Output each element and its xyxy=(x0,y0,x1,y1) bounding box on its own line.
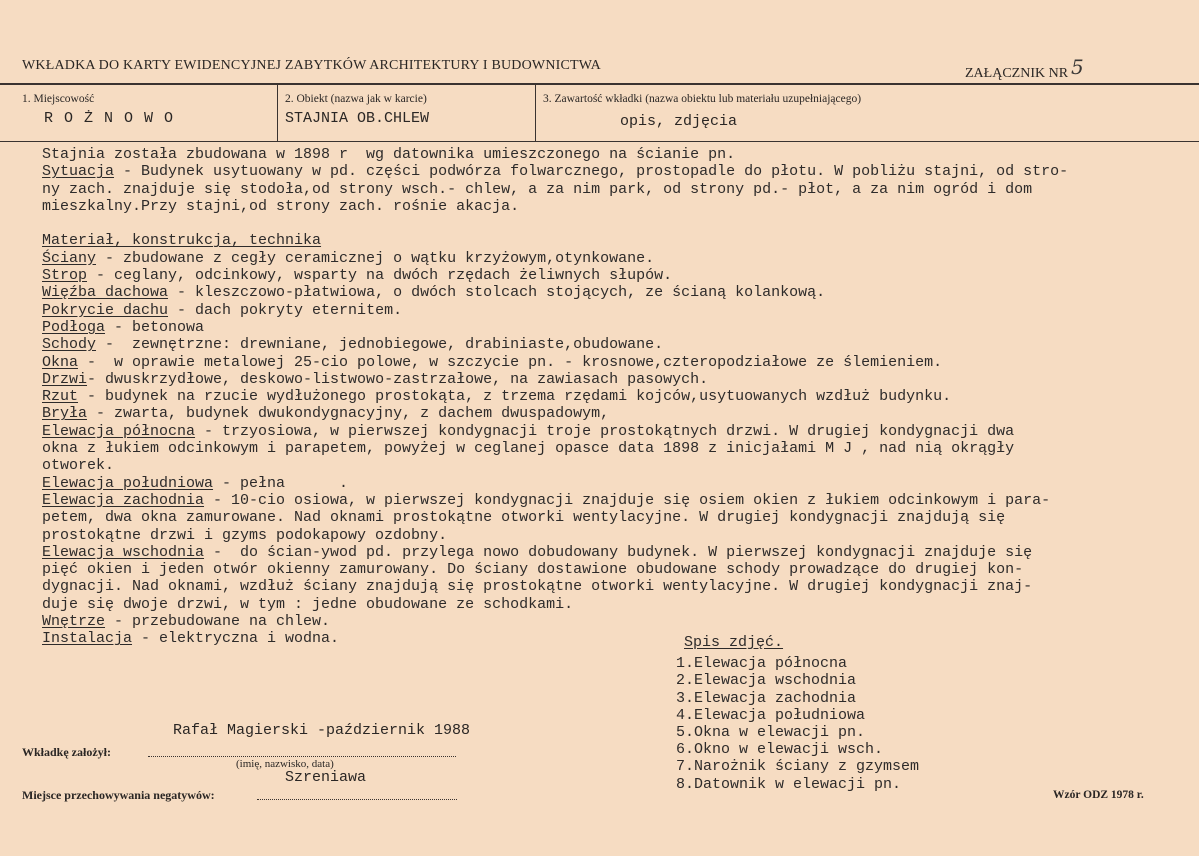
locality-value: R O Ż N O W O xyxy=(44,110,175,127)
section-heading: Bryła xyxy=(42,405,88,423)
body-line xyxy=(42,492,1068,509)
section-heading: Elewacja zachodnia xyxy=(42,491,205,509)
photo-list-title: Spis zdjęć. xyxy=(684,634,784,651)
negatives-value: Szreniawa xyxy=(285,769,367,786)
section-heading: Rzut xyxy=(42,388,79,406)
body-line xyxy=(42,336,1068,353)
body-text: petem, dwa okna zamurowane. Nad oknami prostokątne otworki wentylacyjne. W drugiej kondygnacji znajdują się xyxy=(42,509,1006,527)
body-line xyxy=(42,423,1068,440)
body-text: otworek. xyxy=(42,457,115,475)
body-text: dygnacji. Nad oknami, wzdłuż ściany znajdują się prostokątne otworki wentylacyjne. W drugiej kondygnacji znaj- xyxy=(42,578,1033,596)
body-line xyxy=(42,215,1068,232)
negatives-label: Miejsce przechowywania negatywów: xyxy=(22,788,215,802)
body-line xyxy=(42,284,1068,301)
body-line xyxy=(42,163,1068,180)
body-line xyxy=(42,250,1068,267)
section-heading: Wnętrze xyxy=(42,613,106,631)
description-body xyxy=(42,146,1068,648)
body-text: - w oprawie metalowej 25-cio polowe, w szczycie pn. - krosnowe,czteropodziałowe ze ślemieniem. xyxy=(78,353,943,371)
body-line xyxy=(42,354,1068,371)
photo-list xyxy=(676,634,919,793)
section-heading: Elewacja południowa xyxy=(42,474,214,492)
body-text: okna z łukiem odcinkowym i parapetem, powyżej w ceglanej opasce data 1898 z inicjałami M J , nad nią okrągły xyxy=(42,440,1015,458)
body-text: - do ścian-ywod pd. przylega nowo dobudowany budynek. W pierwszej kondygnacji znajduje się xyxy=(204,543,1033,561)
body-line xyxy=(42,509,1068,526)
body-text: - zewnętrzne: drewniane, jednobiegowe, drabiniaste,obudowane. xyxy=(96,336,664,354)
body-line xyxy=(42,527,1068,544)
body-text: Stajnia została zbudowana w 1898 r wg datownika umieszczonego na ścianie pn. xyxy=(42,146,736,163)
object-label: 2. Obiekt (nazwa jak w karcie) xyxy=(285,93,427,105)
body-line xyxy=(42,405,1068,422)
section-heading: Drzwi xyxy=(42,370,88,388)
negatives-dotted-line xyxy=(257,787,457,805)
author-value: Rafał Magierski -październik 1988 xyxy=(173,722,471,739)
section-heading: Okna xyxy=(42,353,79,371)
photo-list-item: 1.Elewacja północna xyxy=(676,655,848,673)
section-heading: Ściany xyxy=(42,249,97,267)
body-text: prostokątne drzwi i gzyms podokapowy ozdobny. xyxy=(42,526,448,544)
section-heading: Podłoga xyxy=(42,318,106,336)
body-text: - kleszczowo-płatwiowa, o dwóch stolcach stojących, ze ścianą kolankową. xyxy=(168,284,826,302)
header-rule-top xyxy=(0,83,1199,85)
body-line xyxy=(42,578,1068,595)
locality-label: 1. Miejscowość xyxy=(22,93,95,105)
photo-list-item: 7.Narożnik ściany z gzymsem xyxy=(676,758,920,776)
section-heading: Instalacja xyxy=(42,630,133,648)
body-line xyxy=(42,371,1068,388)
body-line xyxy=(42,475,1068,492)
body-text: - zwarta, budynek dwukondygnacyjny, z dachem dwuspadowym, xyxy=(87,405,610,423)
body-text: - betonowa xyxy=(105,318,205,336)
section-heading: Pokrycie dachu xyxy=(42,301,169,319)
object-value: STAJNIA OB.CHLEW xyxy=(285,110,430,127)
body-text: pięć okien i jeden otwór okienny zamurowany. Do ściany dostawione obudowane schody prowadzące do drugiej kon- xyxy=(42,561,1024,579)
content-label: 3. Zawartość wkładki (nazwa obiektu lub materiału uzupełniającego) xyxy=(543,93,862,105)
body-text: - elektryczna i wodna. xyxy=(132,630,340,648)
body-line xyxy=(42,181,1068,198)
body-text: - Budynek usytuowany w pd. części podwórza folwarcznego, prostopadle do płotu. W pobliżu stajni, od stro- xyxy=(114,163,1069,181)
body-text: - dwuskrzydłowe, deskowo-listwowo-zastrzałowe, na zawiasach pasowych. xyxy=(87,370,709,388)
annex-number: 5 xyxy=(1071,55,1084,79)
body-text: - 10-cio osiowa, w pierwszej kondygnacji znajduje się osiem okien z łukiem odcinkowym i para- xyxy=(204,491,1051,509)
form-id: Wzór ODZ 1978 r. xyxy=(1053,789,1144,801)
photo-list-item: 8.Datownik w elewacji pn. xyxy=(676,775,902,793)
photo-items xyxy=(676,655,919,793)
photo-list-item: 4.Elewacja południowa xyxy=(676,706,866,724)
body-line xyxy=(42,388,1068,405)
author-hint: (imię, nazwisko, data) xyxy=(236,758,334,770)
content-value: opis, zdjęcia xyxy=(620,113,738,130)
annex-label xyxy=(965,55,1084,82)
section-heading: Schody xyxy=(42,336,97,354)
body-line xyxy=(42,146,1068,163)
body-line xyxy=(42,440,1068,457)
body-line xyxy=(42,613,1068,630)
field-divider-1 xyxy=(277,85,278,142)
section-heading: Elewacja północna xyxy=(42,422,196,440)
section-heading: Materiał, konstrukcja, technika xyxy=(42,232,322,250)
body-line xyxy=(42,544,1068,561)
section-heading: Strop xyxy=(42,267,88,285)
section-heading: Więźba dachowa xyxy=(42,284,169,302)
photo-list-item: 3.Elewacja zachodnia xyxy=(676,689,857,707)
body-text: ny zach. znajduje się stodoła,od strony wsch.- chlew, a za nim park, od strony pd.- płot, a za nim ogród i dom xyxy=(42,180,1033,198)
body-line xyxy=(42,596,1068,613)
body-text: mieszkalny.Przy stajni,od strony zach. rośnie akacja. xyxy=(42,197,520,215)
body-text: - ceglany, odcinkowy, wsparty na dwóch rzędach żeliwnych słupów. xyxy=(87,267,673,285)
body-line xyxy=(42,302,1068,319)
body-text: duje się dwoje drzwi, w tym : jedne obudowane ze schodkami. xyxy=(42,595,574,613)
body-line xyxy=(42,267,1068,284)
body-text: - przebudowane na chlew. xyxy=(105,613,331,631)
body-line xyxy=(42,198,1068,215)
body-line xyxy=(42,232,1068,249)
author-label: Wkładkę założył: xyxy=(22,745,111,759)
section-heading: Sytuacja xyxy=(42,163,115,181)
body-line xyxy=(42,457,1068,474)
header-rule-bottom xyxy=(0,141,1199,142)
body-text: - dach pokryty eternitem. xyxy=(168,301,403,319)
field-divider-2 xyxy=(535,85,536,142)
body-text: - pełna . xyxy=(213,474,349,492)
photo-list-item: 6.Okno w elewacji wsch. xyxy=(676,741,884,759)
photo-list-item: 5.Okna w elewacji pn. xyxy=(676,724,866,742)
body-text: - budynek na rzucie wydłużonego prostokąta, z trzema rzędami kojców,usytuowanych wzdłuż budynku. xyxy=(78,388,952,406)
body-line xyxy=(42,319,1068,336)
section-heading: Elewacja wschodnia xyxy=(42,543,205,561)
body-text: - zbudowane z cegły ceramicznej o wątku krzyżowym,otynkowane. xyxy=(96,249,655,267)
form-title: WKŁADKA DO KARTY EWIDENCYJNEJ ZABYTKÓW ARCHITEKTURY I BUDOWNICTWA xyxy=(22,58,601,73)
annex-label-text: ZAŁĄCZNIK NR xyxy=(965,66,1069,81)
body-text: - trzyosiowa, w pierwszej kondygnacji troje prostokątnych drzwi. W drugiej kondygnacji dwa xyxy=(195,422,1015,440)
body-line xyxy=(42,561,1068,578)
photo-list-item: 2.Elewacja wschodnia xyxy=(676,672,857,690)
